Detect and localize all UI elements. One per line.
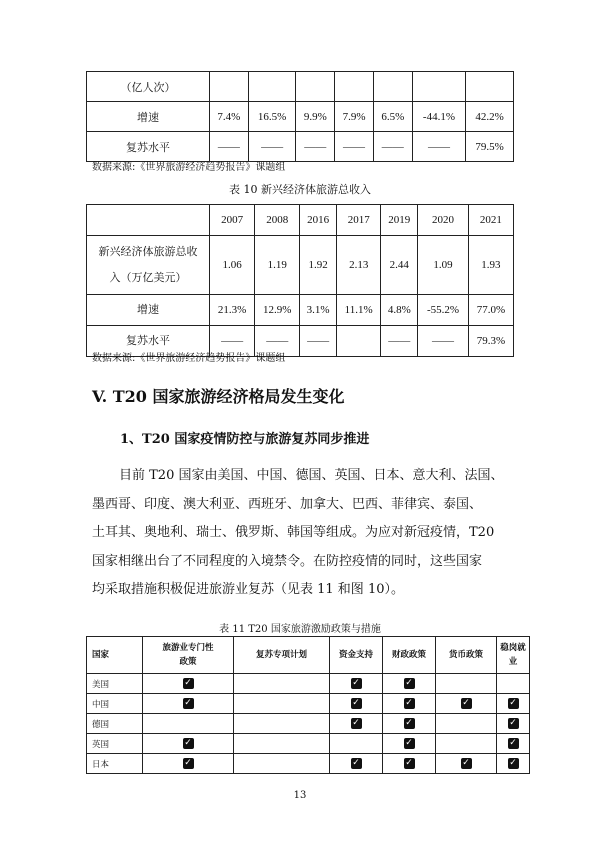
cell (336, 326, 381, 357)
cell: -55.2% (418, 295, 469, 326)
cell: —— (300, 326, 337, 357)
cell: 1.93 (468, 236, 513, 295)
cell: —— (373, 132, 412, 162)
policy-cell (436, 714, 497, 734)
checkbox-checked-icon: ✓ (405, 718, 413, 728)
cell (210, 72, 249, 102)
paragraph-line: 国家相继出台了不同程度的入境禁令。在防控疫情的同时，这些国家 (92, 553, 483, 569)
cell: 1.19 (255, 236, 300, 295)
checkbox-checked-icon: ✓ (509, 718, 517, 728)
table-header-row (87, 205, 514, 236)
cell (248, 72, 296, 102)
cell: —— (210, 132, 249, 162)
header-cell (87, 205, 210, 236)
header-line: 旅游业专门性 (162, 643, 214, 653)
table-row (87, 694, 530, 714)
data-source-note: 数据来源:《世界旅游经济趋势报告》课题组 (92, 162, 286, 173)
cell: —— (248, 132, 296, 162)
cell: 7.9% (335, 102, 374, 132)
country-cell: 中国 (87, 694, 143, 714)
policy-cell (497, 694, 530, 714)
cell: 77.0% (468, 295, 513, 326)
checkbox-checked-icon: ✓ (462, 698, 470, 708)
policy-cell (234, 734, 330, 754)
cell: 4.8% (381, 295, 418, 326)
header-cell: 资金支持 (330, 637, 383, 674)
policy-cell (330, 694, 383, 714)
checkbox-checked-icon: ✓ (405, 758, 413, 768)
body-paragraph (92, 462, 518, 605)
cell: —— (335, 132, 374, 162)
header-cell: 国家 (87, 637, 143, 674)
table-row (87, 236, 514, 295)
checkbox-checked-icon: ✓ (352, 698, 360, 708)
row-label: （亿人次） (87, 72, 210, 102)
t20-policy-table (86, 636, 530, 774)
cell: 1.06 (210, 236, 255, 295)
policy-cell (497, 674, 530, 694)
policy-cell (234, 694, 330, 714)
table-row (87, 132, 514, 162)
cell: 11.1% (336, 295, 381, 326)
cell (373, 72, 412, 102)
checkbox-checked-icon: ✓ (509, 758, 517, 768)
policy-cell (234, 714, 330, 734)
table-header-row (87, 637, 530, 674)
checkbox-checked-icon: ✓ (509, 698, 517, 708)
row-label: 增速 (87, 102, 210, 132)
policy-cell (497, 754, 530, 774)
checkbox-checked-icon: ✓ (184, 678, 192, 688)
cell: —— (381, 326, 418, 357)
policy-cell (497, 734, 530, 754)
year-header: 2007 (210, 205, 255, 236)
checkbox-checked-icon: ✓ (184, 698, 192, 708)
country-cell: 英国 (87, 734, 143, 754)
header-cell: 货币政策 (436, 637, 497, 674)
row-label-line: 入（万亿美元） (109, 271, 187, 284)
cell: 1.09 (418, 236, 469, 295)
cell (335, 72, 374, 102)
cell: -44.1% (412, 102, 466, 132)
cell: 2.44 (381, 236, 418, 295)
year-header: 2021 (468, 205, 513, 236)
cell: 9.9% (296, 102, 335, 132)
policy-cell (436, 674, 497, 694)
cell: 6.5% (373, 102, 412, 132)
cell: 1.92 (300, 236, 337, 295)
table-row (87, 72, 514, 102)
cell: —— (296, 132, 335, 162)
checkbox-checked-icon: ✓ (509, 738, 517, 748)
policy-cell (143, 674, 234, 694)
header-cell: 稳岗就业 (497, 637, 530, 674)
checkbox-checked-icon: ✓ (405, 698, 413, 708)
paragraph-line: 土耳其、奥地利、瑞士、俄罗斯、韩国等组成。为应对新冠疫情，T20 (92, 525, 495, 540)
cell: 7.4% (210, 102, 249, 132)
policy-cell (383, 674, 436, 694)
country-cell: 日本 (87, 754, 143, 774)
paragraph-line: 墨西哥、印度、澳大利亚、西班牙、加拿大、巴西、菲律宾、泰国、 (92, 496, 483, 512)
checkbox-checked-icon: ✓ (405, 738, 413, 748)
year-header: 2008 (255, 205, 300, 236)
policy-cell (330, 734, 383, 754)
table-row (87, 295, 514, 326)
header-cell: 财政政策 (383, 637, 436, 674)
cell (296, 72, 335, 102)
cell: —— (418, 326, 469, 357)
header-cell (143, 637, 234, 674)
paragraph-line: 目前 T20 国家由美国、中国、德国、英国、日本、意大利、法国、 (119, 468, 504, 483)
policy-cell (330, 754, 383, 774)
cell: —— (210, 326, 255, 357)
paragraph-line: 均采取措施积极促进旅游业复苏（见表 11 和图 10）。 (92, 582, 404, 597)
row-label (87, 236, 210, 295)
row-label: 增速 (87, 295, 210, 326)
policy-cell (497, 714, 530, 734)
year-header: 2017 (336, 205, 381, 236)
cell: —— (412, 132, 466, 162)
cell: —— (255, 326, 300, 357)
table-row (87, 674, 530, 694)
header-cell: 复苏专项计划 (234, 637, 330, 674)
subsection-heading: 1、T20 国家疫情防控与旅游复苏同步推进 (120, 432, 370, 447)
year-header: 2020 (418, 205, 469, 236)
policy-cell (143, 734, 234, 754)
country-cell: 德国 (87, 714, 143, 734)
data-source-note: 数据来源:《世界旅游经济趋势报告》课题组 (92, 353, 286, 364)
cell: 16.5% (248, 102, 296, 132)
cell (412, 72, 466, 102)
policy-cell (234, 754, 330, 774)
row-label: 复苏水平 (87, 326, 210, 357)
cell: 3.1% (300, 295, 337, 326)
checkbox-checked-icon: ✓ (352, 718, 360, 728)
emerging-economies-tourism-table (86, 204, 514, 357)
table-row (87, 734, 530, 754)
policy-cell (143, 714, 234, 734)
year-header: 2016 (300, 205, 337, 236)
cell: 79.3% (468, 326, 513, 357)
checkbox-checked-icon: ✓ (462, 758, 470, 768)
checkbox-checked-icon: ✓ (352, 678, 360, 688)
row-label-line: 新兴经济体旅游总收 (98, 245, 198, 258)
policy-cell (330, 674, 383, 694)
policy-cell (383, 754, 436, 774)
cell: 42.2% (466, 102, 514, 132)
row-label: 复苏水平 (87, 132, 210, 162)
policy-cell (383, 734, 436, 754)
country-cell: 美国 (87, 674, 143, 694)
checkbox-checked-icon: ✓ (184, 738, 192, 748)
header-line: 政策 (179, 657, 197, 667)
checkbox-checked-icon: ✓ (184, 758, 192, 768)
table-continued (86, 71, 514, 162)
policy-cell (436, 734, 497, 754)
table-row (87, 714, 530, 734)
cell: 2.13 (336, 236, 381, 295)
cell (466, 72, 514, 102)
checkbox-checked-icon: ✓ (405, 678, 413, 688)
policy-cell (330, 714, 383, 734)
policy-cell (234, 674, 330, 694)
page-number: 13 (293, 790, 307, 801)
checkbox-checked-icon: ✓ (352, 758, 360, 768)
policy-cell (436, 694, 497, 714)
policy-cell (436, 754, 497, 774)
policy-cell (383, 694, 436, 714)
section-heading: V. T20 国家旅游经济格局发生变化 (92, 387, 345, 406)
policy-cell (383, 714, 436, 734)
cell: 12.9% (255, 295, 300, 326)
table-row (87, 754, 530, 774)
table-caption: 表 11 T20 国家旅游激励政策与措施 (219, 624, 381, 635)
cell: 21.3% (210, 295, 255, 326)
year-header: 2019 (381, 205, 418, 236)
cell: 79.5% (466, 132, 514, 162)
policy-cell (143, 754, 234, 774)
policy-cell (143, 694, 234, 714)
table-caption: 表 10 新兴经济体旅游总收入 (229, 183, 371, 196)
table-row (87, 102, 514, 132)
